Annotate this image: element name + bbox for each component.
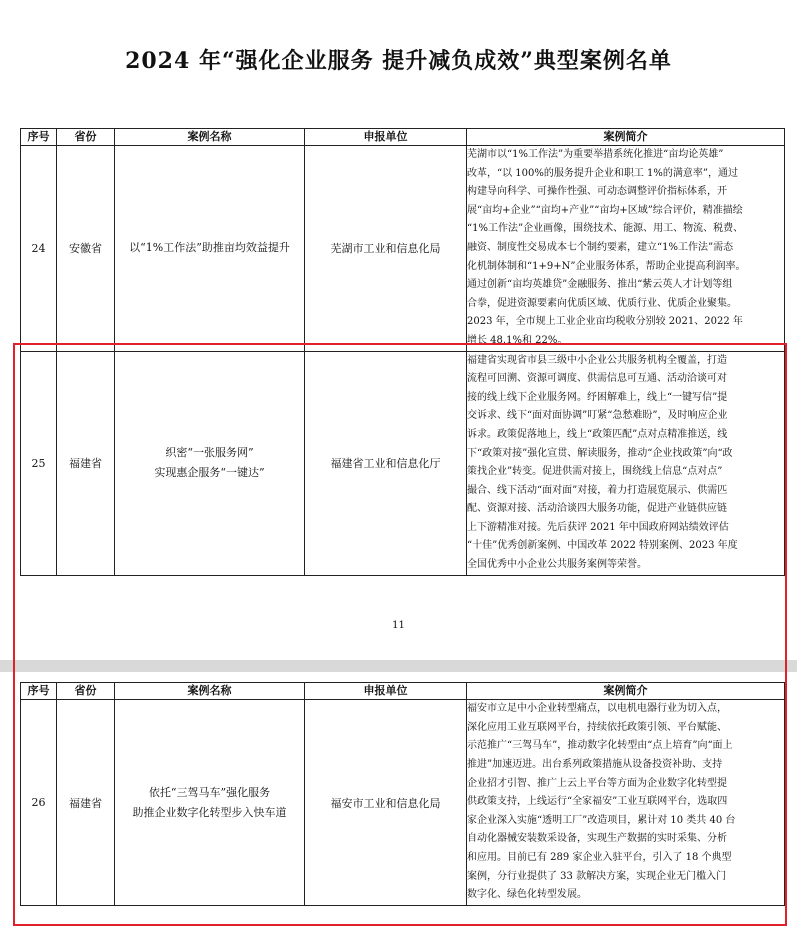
summary-line: 合拳，促进资源要素向优质区域、优质行业、优质企业聚集。 (467, 297, 737, 309)
summary-line: 示范推广“三驾马车”，推动数字化转型由“点上培育”向“面上 (467, 740, 733, 752)
summary-line: 家企业深入实施“透明工厂”改造项目，累计对 10 类共 40 台 (467, 814, 736, 826)
summary-line: “1%工作法”企业画像，围绕技术、能源、用工、物流、税费、 (467, 223, 744, 235)
summary-line: 改革，“以 100%的服务提升企业和职工 1%的满意率”，通过 (467, 167, 739, 179)
summary-line: 供政策支持，上线运行“全家福安”工业互联网平台，选取四 (467, 796, 728, 808)
summary-line: 融资、制度性交易成本七个制约要素，建立“1%工作法”需态 (467, 241, 734, 253)
header-summary: 案例简介 (467, 129, 785, 146)
header-case-name: 案例名称 (115, 129, 305, 146)
row-no: 24 (21, 146, 57, 352)
case-name-line: 助推企业数字化转型步入快车道 (132, 805, 287, 819)
document-title: 2024 年“强化企业服务 提升减负成效”典型案例名单 (125, 48, 672, 74)
summary-line: 化机制体制和“1+9+N”企业服务体系，帮助企业提高利润率。 (467, 260, 746, 272)
page-number: 11 (392, 620, 405, 631)
row-unit: 福建省工业和信息化厅 (305, 351, 467, 575)
summary-line: 增长 48.1%和 22%。 (467, 334, 568, 346)
table-header-row (21, 129, 785, 146)
case-name-line: 织密“一张服务网” (165, 446, 254, 460)
row-no: 26 (21, 700, 57, 906)
header-province: 省份 (57, 683, 115, 700)
summary-line: 福安市立足中小企业转型痛点，以电机电器行业为切入点， (467, 703, 727, 715)
summary-line: 配、资源对接、活动洽谈四大服务功能，促进产业链供应链 (467, 503, 727, 515)
case-name-line: 实现惠企服务“一键达” (154, 466, 265, 480)
row-province: 福建省 (57, 700, 115, 906)
row-case-name (115, 146, 305, 352)
summary-line: 策找企业”转变。促进供需对接上，围绕线上信息“点对点” (467, 466, 723, 478)
summary-line: 芜湖市以“1%工作法”为重要举措系统化推进“亩均论英雄” (467, 149, 724, 160)
summary-line: 交诉求、线下“面对面协调”叮紧“急愁难盼”，及时响应企业 (467, 410, 728, 422)
summary-line: 福建省实现省市县三级中小企业公共服务机构全覆盖，打造 (467, 354, 727, 366)
highlight-box (13, 343, 787, 926)
summary-line: 和应用。目前已有 289 家企业入驻平台，引入了 18 个典型 (467, 851, 732, 863)
summary-line: 深化应用工业互联网平台，持续依托政策引领、平台赋能、 (467, 721, 727, 733)
row-summary (467, 146, 785, 352)
summary-line: 流程可回溯、资源可调度、供需信息可互通、活动洽谈可对 (467, 373, 727, 385)
header-summary: 案例简介 (467, 683, 785, 700)
summary-line: 案例，分行业提供了 33 款解决方案，实现企业无门槛入门 (467, 870, 727, 882)
summary-line: 接的线上线下企业服务网。纾困解难上，线上“一键写信”提 (467, 391, 728, 403)
summary-line: 上下游精准对接。先后获评 2021 年中国政府网站绩效评估 (467, 521, 729, 533)
header-unit: 申报单位 (305, 683, 467, 700)
header-province: 省份 (57, 129, 115, 146)
summary-line: 下“政策对接”强化宣贯、解读服务，推动“企业找政策”向“政 (467, 447, 733, 459)
summary-line: 构建导向科学、可操作性强、可动态调整评价指标体系，开 (467, 186, 727, 198)
summary-line: 展“亩均+企业”“亩均+产业”“亩均+区域”综合评价，精准描绘 (467, 204, 743, 216)
summary-line: 数字化、绿色化转型发展。 (467, 889, 587, 901)
summary-line: 通过创新“亩均英雄贷”金融服务、推出“紫云英人才计划等组 (467, 279, 733, 291)
header-no: 序号 (21, 129, 57, 146)
summary-line: 全国优秀中小企业公共服务案例等荣誉。 (467, 559, 647, 571)
summary-line: 自动化器械安装数采设备，实现生产数据的实时采集、分析 (467, 833, 727, 845)
summary-line: “十佳”优秀创新案例、中国改革 2022 特别案例、2023 年度 (467, 540, 738, 552)
case-name-line: 以“1%工作法”助推亩均效益提升 (129, 241, 290, 255)
header-case-name: 案例名称 (115, 683, 305, 700)
row-no: 25 (21, 351, 57, 575)
row-province: 福建省 (57, 351, 115, 575)
row-province: 安徽省 (57, 146, 115, 352)
summary-line: 推进”加速迈进。出台系列政策措施从设备投资补助、支持 (467, 759, 723, 771)
summary-line: 诉求。政策促落地上，线上“政策匹配”点对点精准推送，线 (467, 428, 728, 440)
row-unit: 福安市工业和信息化局 (305, 700, 467, 906)
case-name-line: 依托“三驾马车”强化服务 (148, 785, 271, 799)
summary-line: 2023 年，全市规上工业企业亩均税收分别较 2021、2022 年 (467, 316, 743, 328)
header-no: 序号 (21, 683, 57, 700)
row-unit: 芜湖市工业和信息化局 (305, 146, 467, 352)
header-unit: 申报单位 (305, 129, 467, 146)
summary-line: 撮合、线下活动“面对面”对接，着力打造展览展示、供需匹 (467, 484, 728, 496)
summary-line: 企业招才引智、推广上云上平台等方面为企业数字化转型提 (467, 777, 727, 789)
table-row (21, 146, 785, 352)
